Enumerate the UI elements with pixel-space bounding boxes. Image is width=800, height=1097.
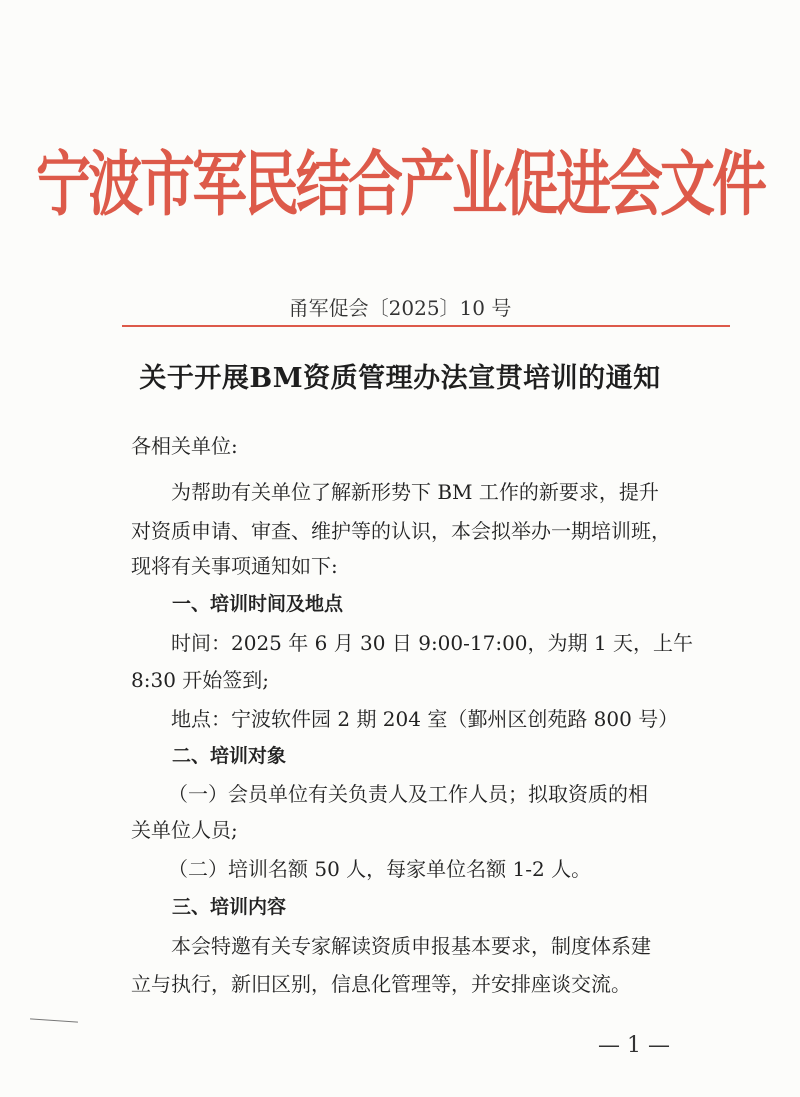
org-header-title: 宁波市军民结合产业促进会文件 [35, 143, 764, 226]
section-heading-target: 二、培训对象 [172, 745, 287, 767]
intro-paragraph-line-1: 为帮助有关单位了解新形势下 BM 工作的新要求，提升 [171, 480, 659, 504]
target-item-1-line-2: 关单位人员; [131, 818, 238, 842]
place-line: 地点：宁波软件园 2 期 204 室（鄞州区创苑路 800 号） [171, 707, 679, 731]
intro-paragraph-line-2: 对资质申请、审查、维护等的认识，本会拟举办一期培训班， [131, 519, 671, 543]
red-divider-line [122, 325, 730, 327]
target-item-2: （二）培训名额 50 人，每家单位名额 1-2 人。 [168, 857, 592, 881]
time-line-1: 时间：2025 年 6 月 30 日 9:00-17:00，为期 1 天，上午 [171, 631, 693, 655]
scan-mark [30, 1018, 78, 1022]
document-number: 甬军促会〔2025〕10 号 [288, 296, 512, 320]
section-heading-time-place: 一、培训时间及地点 [172, 593, 344, 615]
time-line-2: 8:30 开始签到; [131, 668, 270, 692]
intro-paragraph-line-3: 现将有关事项通知如下: [131, 554, 338, 578]
salutation: 各相关单位: [131, 434, 238, 458]
target-item-1-line-1: （一）会员单位有关负责人及工作人员；拟取资质的相 [168, 782, 648, 806]
notice-title: 关于开展BM资质管理办法宣贯培训的通知 [139, 363, 661, 394]
content-line-1: 本会特邀有关专家解读资质申报基本要求，制度体系建 [171, 934, 651, 958]
content-line-2: 立与执行，新旧区别，信息化管理等，并安排座谈交流。 [131, 972, 631, 996]
page-number: — 1 — [598, 1033, 670, 1058]
section-heading-content: 三、培训内容 [172, 896, 287, 918]
